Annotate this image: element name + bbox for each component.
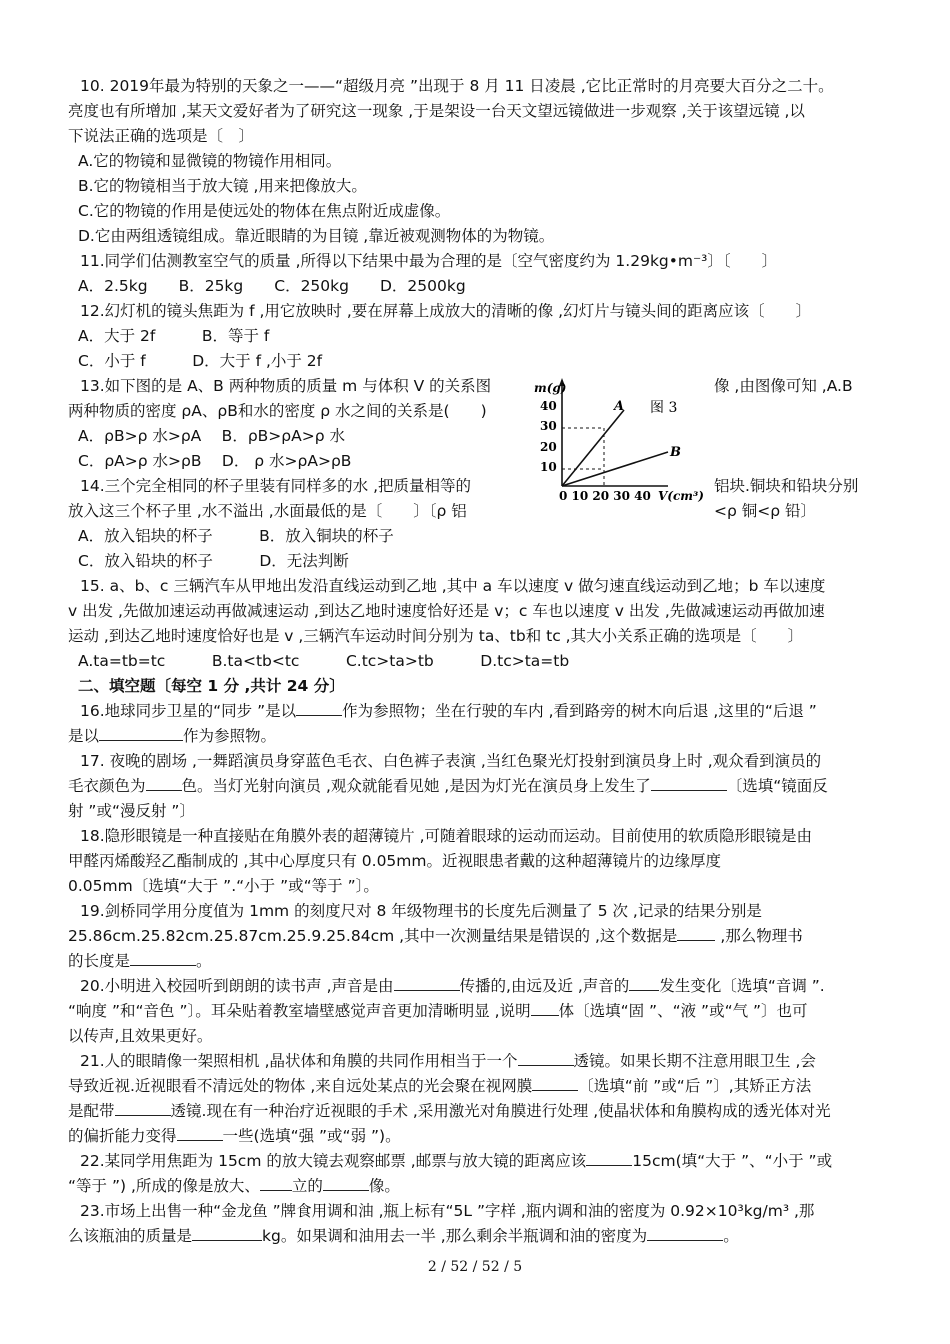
q23-text-4: 。 [723, 1227, 739, 1245]
q14-line2: 放入这三个杯子里 ,水不溢出 ,水面最低的是〔 〕〔ρ 铝 [68, 502, 467, 520]
q22-text-3: “等于 ”) ,所成的像是放大、 [68, 1177, 260, 1195]
q20-text-4: “响度 ”和“音色 ”〕。耳朵贴着教室墙壁感觉声音更加清晰明显 ,说明 [68, 1002, 531, 1020]
q22-line2 [68, 1175, 400, 1197]
x-ticks: 0 10 20 30 40 [559, 489, 651, 503]
q10-line2: 亮度也有所增加 ,某天文爱好者为了研究这一现象 ,于是架设一台天文望远镜做进一步观察 ,关于该望远镜 ,以 [68, 102, 805, 120]
q21-text-8: 一些(选填“强 ”或“弱 ”)。 [222, 1127, 401, 1145]
y-tick-10: 10 [540, 460, 557, 474]
q16-blank-2 [99, 725, 183, 741]
q22-text-5: 像。 [368, 1177, 400, 1195]
q11-stem: 11.同学们估测教室空气的质量 ,所得以下结果中最为合理的是〔空气密度约为 1.29kg•m⁻³〕〔 〕 [80, 252, 778, 270]
q20-line1 [80, 975, 825, 997]
q21-text-2: 透镜。如果长期不注意用眼卫生 ,会 [573, 1052, 816, 1070]
line-b-label: B [670, 445, 681, 460]
q10-option-d: D.它由两组透镜组成。靠近眼睛的为目镜 ,靠近被观测物体的为物镜。 [78, 227, 555, 245]
q19-line1: 19.剑桥同学用分度值为 1mm 的刻度尺对 8 年级物理书的长度先后测量了 5 次 ,记录的结果分别是 [80, 902, 762, 920]
y-axis-label: m(g) [534, 381, 567, 395]
q20-text-2: 传播的,由远及近 ,声音的 [459, 977, 630, 995]
q19-text-3: 的长度是 [68, 952, 131, 970]
q23-text-2: 么该瓶油的质量是 [68, 1227, 193, 1245]
figure-caption: 图 3 [650, 400, 678, 416]
q19-line3 [68, 950, 212, 972]
q21-blank-4 [177, 1125, 223, 1141]
q19-line2 [68, 925, 803, 947]
q22-blank-2 [260, 1175, 292, 1191]
q23-line1: 23.市场上出售一种“金龙鱼 ”牌食用调和油 ,瓶上标有“5L ”字样 ,瓶内调和油的密度为 0.92×10³kg/m³ ,那 [80, 1202, 815, 1220]
q23-blank-2 [647, 1225, 723, 1241]
q21-line1 [80, 1050, 816, 1072]
y-tick-20: 20 [540, 440, 557, 454]
q23-blank-1 [192, 1225, 262, 1241]
q20-text-3: 发生变化〔选填“音调 ”. [659, 977, 825, 995]
line-b [562, 452, 668, 486]
q13-line1: 13.如下图的是 A、B 两种物质的质量 m 与体积 V 的关系图 [80, 377, 492, 395]
line-a [562, 410, 624, 486]
q21-line2 [68, 1075, 811, 1097]
q21-text-3: 导致近视.近视眼看不清远处的物体 ,来自远处某点的光会聚在视网膜 [68, 1077, 533, 1095]
q12-options-ab: A．大于 2f B．等于 f [78, 327, 270, 345]
q21-text-5: 是配带 [68, 1102, 115, 1120]
q13-line2: 两种物质的密度 ρA、ρB和水的密度 ρ 水之间的关系是( ) [68, 402, 487, 420]
q21-text-4: 〔选填“前 ”或“后 ”〕,其矫正方法 [578, 1077, 812, 1095]
line-a-label: A [614, 399, 625, 414]
q14-options-cd: C．放入铅块的杯子 D．无法判断 [78, 552, 349, 570]
q15-line2: v 出发 ,先做加速运动再做减速运动 ,到达乙地时速度恰好还是 v；c 车也以速度 v 出发 ,先做减速运动再做加速 [68, 602, 825, 620]
q20-line2 [68, 1000, 808, 1022]
q19-text-1: 25.86cm.25.82cm.25.87cm.25.9.25.84cm ,其中一次测量结果是错误的 ,这个数据是 [68, 927, 678, 945]
q21-blank-3 [115, 1100, 171, 1116]
q22-line1 [80, 1150, 832, 1172]
q20-text-5: 体〔选填“固 ”、“液 ”或“气 ”〕也可 [558, 1002, 808, 1020]
q16-text-1: 16.地球同步卫星的“同步 ”是以 [80, 702, 297, 720]
q19-text-2: ,那么物理书 [715, 927, 803, 945]
q13-line1-right: 像 ,由图像可知 ,A.B [714, 377, 853, 395]
y-tick-30: 30 [540, 419, 557, 433]
q15-options: A.ta=tb=tc B.ta<tb<tc C.tc>ta>tb D.tc>ta=tb [78, 652, 570, 670]
q22-text-4: 立的 [291, 1177, 323, 1195]
q20-text-1: 20.小明进入校园听到朗朗的读书声 ,声音是由 [80, 977, 394, 995]
q17-blank-1 [146, 775, 182, 791]
q10-line3: 下说法正确的选项是〔 〕 [68, 127, 255, 145]
q23-text-3: kg。如果调和油用去一半 ,那么剩余半瓶调和油的密度为 [262, 1227, 648, 1245]
q17-blank-2 [651, 775, 727, 791]
q20-blank-2 [629, 975, 659, 991]
q18-line1: 18.隐形眼镜是一种直接贴在角膜外表的超薄镜片 ,可随着眼球的运动而运动。目前使用的软质隐形眼镜是由 [80, 827, 813, 845]
q15-line1: 15. a、b、c 三辆汽车从甲地出发沿直线运动到乙地 ,其中 a 车以速度 v 做匀速直线运动到乙地；b 车以速度 [80, 577, 826, 595]
q13-options-cd: C．ρA>ρ 水>ρB D． ρ 水>ρA>ρB [78, 452, 352, 470]
x-axis-label: V(cm³) [658, 489, 704, 503]
q16-text-4: 作为参照物。 [183, 727, 277, 745]
q21-text-1: 21.人的眼睛像一架照相机 ,晶状体和角膜的共同作用相当于一个 [80, 1052, 518, 1070]
q18-line2: 甲醛丙烯酸羟乙酯制成的 ,其中心厚度只有 0.05mm。近视眼患者戴的这种超薄镜片的边缘厚度 [68, 852, 721, 870]
q14-line1-right: 铝块.铜块和铅块分别 [714, 477, 859, 495]
q22-blank-3 [323, 1175, 369, 1191]
q21-line3 [68, 1100, 831, 1122]
q10-option-a: A.它的物镜和显微镜的物镜作用相同。 [78, 152, 342, 170]
q16-text-2: 作为参照物；坐在行驶的车内 ,看到路旁的树木向后退 ,这里的“后退 ” [342, 702, 817, 720]
q17-line2 [68, 775, 828, 797]
q22-text-2: 15cm(填“大于 ”、“小于 ”或 [632, 1152, 833, 1170]
q22-blank-1 [586, 1150, 632, 1166]
y-tick-40: 40 [540, 399, 557, 413]
q10-option-b: B.它的物镜相当于放大镜 ,用来把像放大。 [78, 177, 367, 195]
q17-text-2: 毛衣颜色为 [68, 777, 146, 795]
q14-line1: 14.三个完全相同的杯子里装有同样多的水 ,把质量相等的 [80, 477, 472, 495]
q19-blank-1 [677, 925, 715, 941]
q19-text-4: 。 [196, 952, 212, 970]
q14-options-ab: A．放入铝块的杯子 B．放入铜块的杯子 [78, 527, 394, 545]
q13-options-ab: A．ρB>ρ 水>ρA B．ρB>ρA>ρ 水 [78, 427, 345, 445]
q20-blank-1 [394, 975, 460, 991]
q16-line2 [68, 725, 276, 747]
q12-stem: 12.幻灯机的镜头焦距为 f ,用它放映时 ,要在屏幕上成放大的清晰的像 ,幻灯片与镜头间的距离应该〔 〕 [80, 302, 812, 320]
q12-options-cd: C．小于 f D．大于 f ,小于 2f [78, 352, 323, 370]
q21-blank-2 [532, 1075, 578, 1091]
q20-line3: 以传声,且效果更好。 [68, 1027, 213, 1045]
page-footer: 2 / 52 / 52 / 5 [427, 1259, 523, 1275]
q14-line2-right: <ρ 铜<ρ 铅〕 [714, 502, 817, 520]
q23-line2 [68, 1225, 739, 1247]
q17-text-4: 〔选填“镜面反 [726, 777, 828, 795]
q22-text-1: 22.某同学用焦距为 15cm 的放大镜去观察邮票 ,邮票与放大镜的距离应该 [80, 1152, 587, 1170]
q16-text-3: 是以 [68, 727, 100, 745]
q17-text-3: 色。当灯光射向演员 ,观众就能看见她 ,是因为灯光在演员身上发生了 [181, 777, 651, 795]
q10-line1: 10. 2019年最为特别的天象之一——“超级月亮 ”出现于 8 月 11 日凌晨 ,它比正常时的月亮要大百分之二十。 [80, 77, 834, 95]
mass-volume-graph [528, 372, 708, 508]
q10-option-c: C.它的物镜的作用是使远处的物体在焦点附近成虚像。 [78, 202, 451, 220]
q17-line3: 射 ”或“漫反射 ”〕 [68, 802, 195, 820]
q19-blank-2 [130, 950, 196, 966]
q11-options: A．2.5kg B．25kg C．250kg D．2500kg [78, 277, 466, 295]
q15-line3: 运动 ,到达乙地时速度恰好也是 v ,三辆汽车运动时间分别为 ta、tb和 tc ,其大小关系正确的选项是〔 〕 [68, 627, 804, 645]
q18-line3: 0.05mm〔选填“大于 ”.“小于 ”或“等于 ”〕。 [68, 877, 379, 895]
q21-blank-1 [518, 1050, 574, 1066]
q16-blank-1 [296, 700, 342, 716]
q21-text-7: 的偏折能力变得 [68, 1127, 177, 1145]
q16-line1 [80, 700, 817, 722]
q21-text-6: 透镜.现在有一种治疗近视眼的手术 ,采用激光对角膜进行处理 ,使晶状体和角膜构成的透光体对光 [170, 1102, 831, 1120]
q21-line4 [68, 1125, 401, 1147]
q20-blank-3 [531, 1000, 559, 1016]
section-2-heading: 二、填空题〔每空 1 分 ,共计 24 分〕 [78, 677, 345, 695]
q17-line1: 17. 夜晚的剧场 ,一舞蹈演员身穿蓝色毛衣、白色裤子表演 ,当红色聚光灯投射到演员身上时 ,观众看到演员的 [80, 752, 822, 770]
